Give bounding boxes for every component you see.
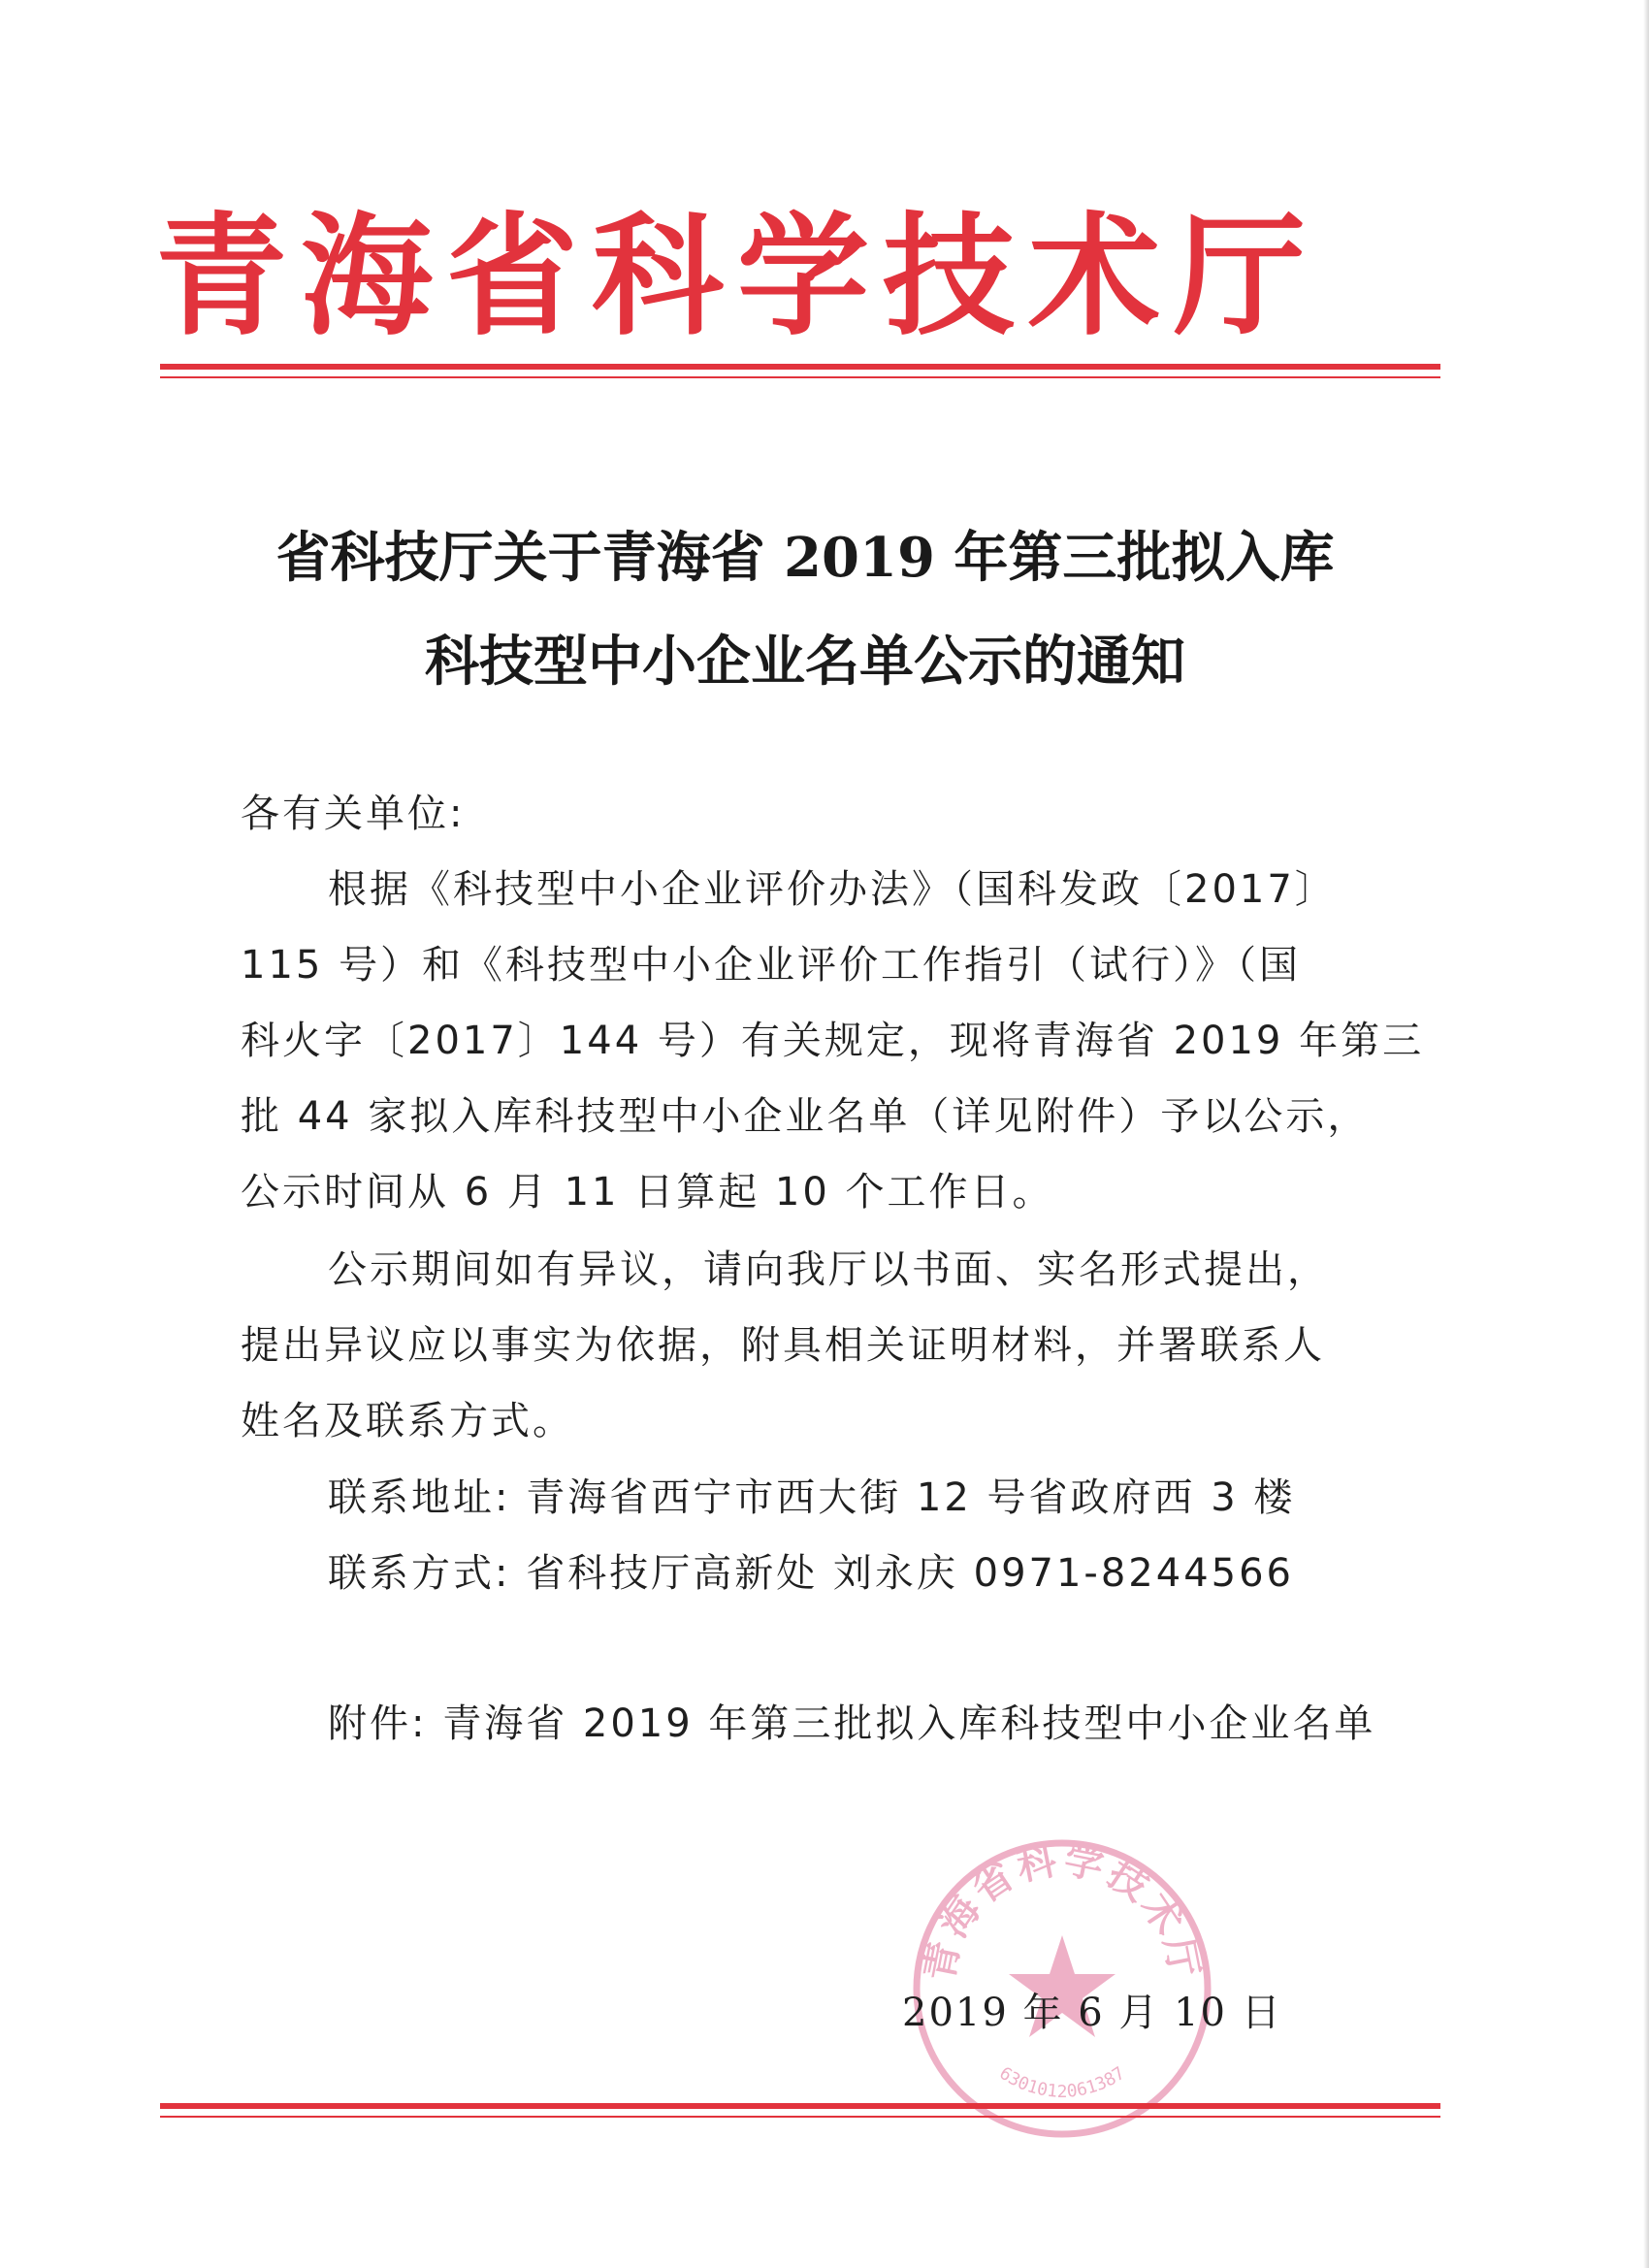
issue-date: 2019 年 6 月 10 日 (902, 1991, 1282, 2035)
issuing-authority-masthead: 青海省科学技术厅 (155, 199, 1319, 354)
paragraph-2-line-2: 提出异议应以事实为依据，附具相关证明材料，并署联系人 (241, 1323, 1325, 1368)
salutation: 各有关单位: (241, 792, 466, 836)
contact-method: 联系方式: 省科技厅高新处 刘永庆 0971-8244566 (328, 1551, 1294, 1596)
paragraph-2-line-3: 姓名及联系方式。 (241, 1399, 574, 1443)
footer-rule-thin (160, 2116, 1440, 2118)
notice-title-line-1: 省科技厅关于青海省 2019 年第三批拟入库 (275, 526, 1335, 590)
seal-name-text: 青海省科学技术厅 (916, 1836, 1209, 1985)
paragraph-2-line-1: 公示期间如有异议，请向我厅以书面、实名形式提出， (328, 1247, 1329, 1292)
seal-code-text: 6301012061387 (995, 2062, 1129, 2102)
notice-title-line-2: 科技型中小企业名单公示的通知 (425, 630, 1185, 694)
paragraph-1-line-4: 批 44 家拟入库科技型中小企业名单（详见附件）予以公示， (241, 1094, 1370, 1139)
masthead-rule-thick (160, 364, 1440, 370)
paragraph-1-line-1: 根据《科技型中小企业评价办法》（国科发政〔2017〕 (328, 867, 1337, 912)
paragraph-1-line-2: 115 号）和《科技型中小企业评价工作指引（试行）》（国 (241, 943, 1302, 988)
scan-edge-shadow (1643, 0, 1649, 2268)
footer-rule-thick (160, 2103, 1440, 2109)
masthead-rule-thin (160, 376, 1440, 378)
paragraph-1-line-5: 公示时间从 6 月 11 日算起 10 个工作日。 (241, 1170, 1054, 1215)
paragraph-1-line-3: 科火字〔2017〕144 号）有关规定，现将青海省 2019 年第三 (241, 1019, 1425, 1063)
attachment-line: 附件: 青海省 2019 年第三批拟入库科技型中小企业名单 (328, 1701, 1376, 1746)
contact-address: 联系地址: 青海省西宁市西大街 12 号省政府西 3 楼 (328, 1475, 1296, 1520)
